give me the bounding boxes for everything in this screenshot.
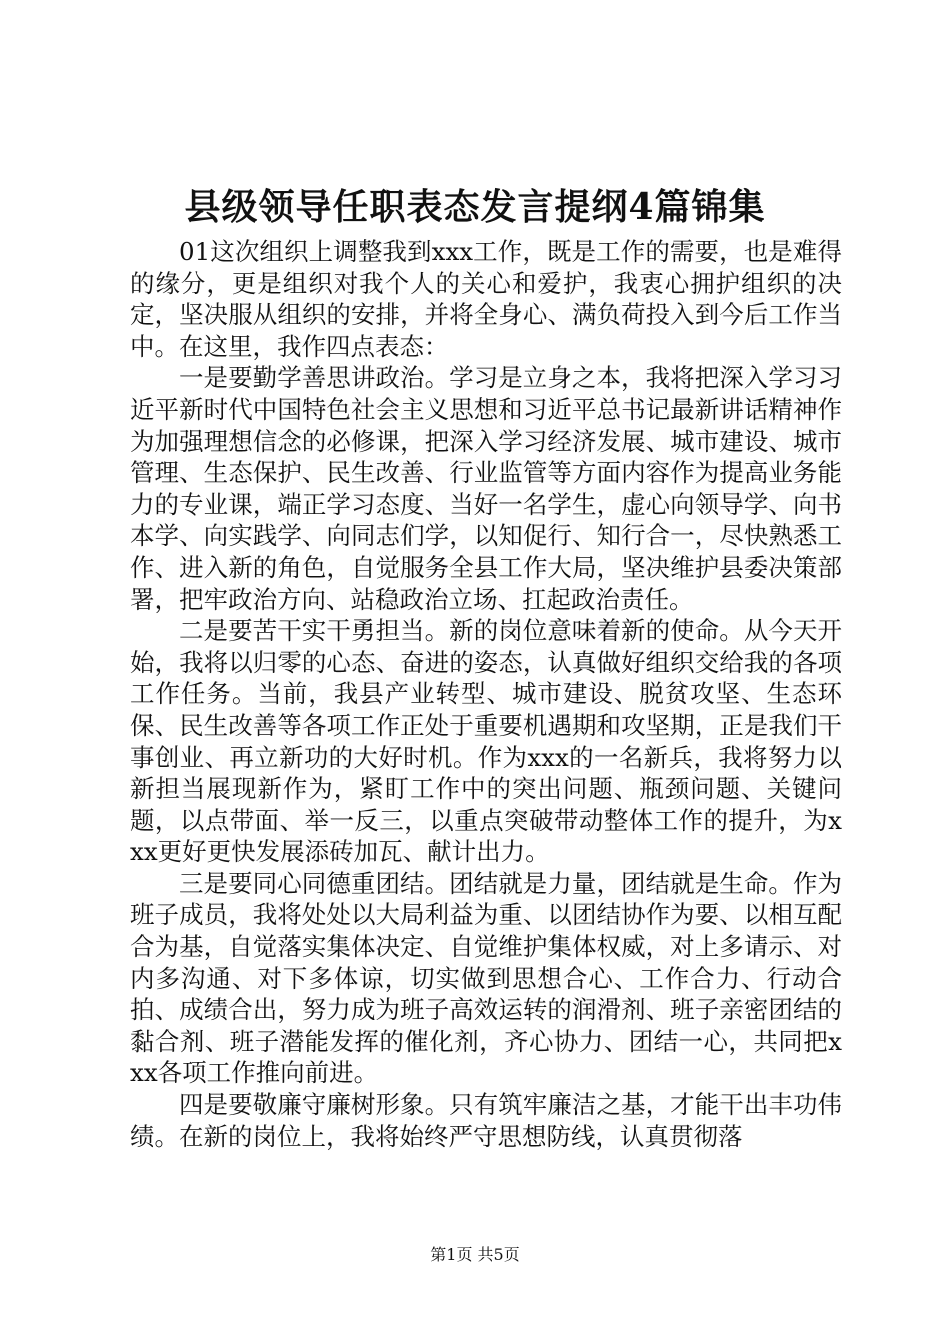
paragraph-point-2: 二是要苦干实干勇担当。新的岗位意味着新的使命。从今天开始，我将以归零的心态、奋进的姿态，认真做好组织交给我的各项工作任务。当前，我县产业转型、城市建设、脱贫攻坚、生态环保、民生改善等各项工作正处于重要机遇期和攻坚期，正是我们干事创业、再立新功的大好时机。作为xxx的一名新兵，我将努力以新担当展现新作为，紧盯工作中的突出问题、瓶颈问题、关键问题，以点带面、举一反三，以重点突破带动整体工作的提升，为xxx更好更快发展添砖加瓦、献计出力。 (130, 616, 842, 867)
page-footer: 第1页 共5页 (430, 1245, 520, 1264)
paragraph-point-1: 一是要勤学善思讲政治。学习是立身之本，我将把深入学习习近平新时代中国特色社会主义思想和习近平总书记最新讲话精神作为加强理想信念的必修课，把深入学习经济发展、城市建设、城市管理、生态保护、民生改善、行业监管等方面内容作为提高业务能力的专业课，端正学习态度、当好一名学生，虚心向领导学、向书本学、向实践学、向同志们学，以知促行、知行合一，尽快熟悉工作、进入新的角色，自觉服务全县工作大局，坚决维护县委决策部署，把牢政治方向、站稳政治立场、扛起政治责任。 (130, 363, 842, 614)
document-title: 县级领导任职表态发言提纲4篇锦集 (184, 186, 766, 228)
paragraph-point-4: 四是要敬廉守廉树形象。只有筑牢廉洁之基，才能干出丰功伟绩。在新的岗位上，我将始终严守思想防线，认真贯彻落 (130, 1090, 842, 1151)
paragraph-intro: 01这次组织上调整我到xxx工作，既是工作的需要，也是难得的缘分，更是组织对我个人的关心和爱护，我衷心拥护组织的决定，坚决服从组织的安排，并将全身心、满负荷投入到今后工作当中。在这里，我作四点表态： (130, 237, 842, 361)
document-body (130, 236, 842, 1152)
paragraph-point-3: 三是要同心同德重团结。团结就是力量，团结就是生命。作为班子成员，我将处处以大局利益为重、以团结协作为要、以相互配合为基，自觉落实集体决定、自觉维护集体权威，对上多请示、对内多沟通、对下多体谅，切实做到思想合心、工作合力、行动合拍、成绩合出，努力成为班子高效运转的润滑剂、班子亲密团结的黏合剂、班子潜能发挥的催化剂，齐心协力、团结一心，共同把xxx各项工作推向前进。 (130, 868, 842, 1088)
